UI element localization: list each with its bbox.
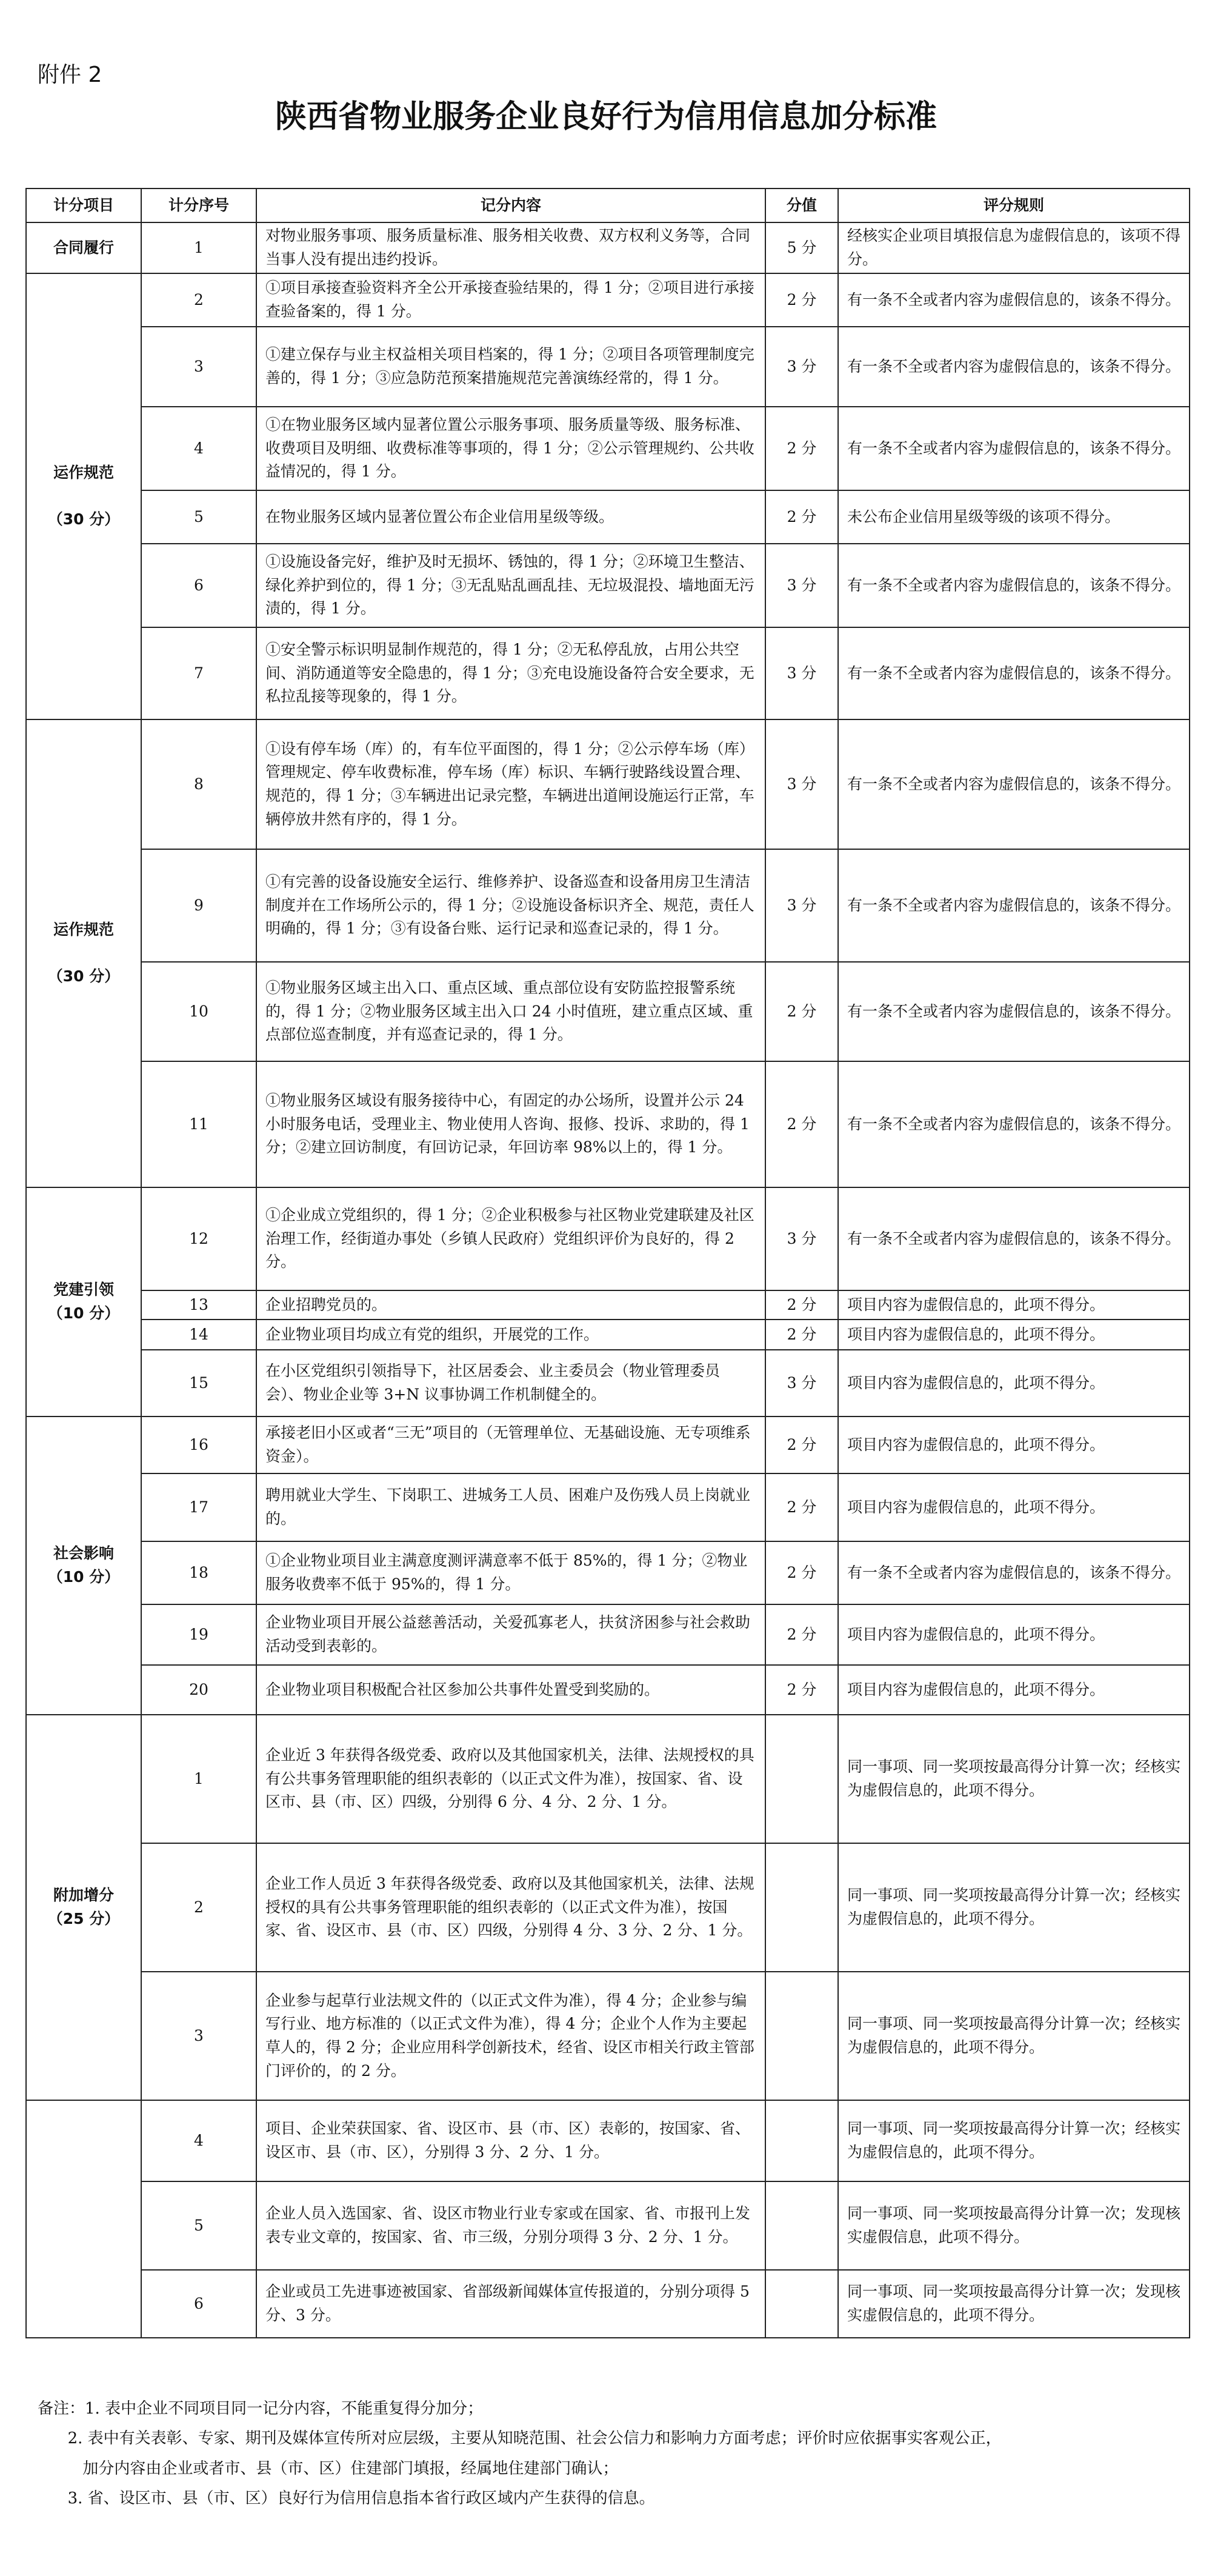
table-row <box>26 962 1190 1061</box>
rule-cell: 有一条不全或者内容为虚假信息的，该条不得分。 <box>838 849 1190 962</box>
table-row <box>26 327 1190 407</box>
category-cell: 社会影响 （10 分） <box>26 1416 141 1715</box>
content-cell: ①设施设备完好，维护及时无损坏、锈蚀的，得 1 分；②环境卫生整洁、绿化养护到位的，得 1 分；③无乱贴乱画乱挂、无垃圾混投、墙地面无污渍的，得 1 分。 <box>256 544 765 627</box>
table-row <box>26 490 1190 544</box>
note-line: 加分内容由企业或者市、县（市、区）住建部门填报，经属地住建部门确认； <box>38 2459 619 2478</box>
rule-cell: 有一条不全或者内容为虚假信息的，该条不得分。 <box>838 327 1190 407</box>
sequence-cell: 6 <box>141 544 256 627</box>
category-cell: 运作规范 （30 分） <box>26 273 141 719</box>
sequence-cell: 12 <box>141 1187 256 1290</box>
table-row <box>26 2270 1190 2338</box>
table-row <box>26 222 1190 273</box>
note-line: 3. 省、设区市、县（市、区）良好行为信用信息指本省行政区域内产生获得的信息。 <box>38 2489 655 2508</box>
content-cell: ①有完善的设备设施安全运行、维修养护、设备巡查和设备用房卫生清洁制度并在工作场所公示的，得 1 分；②设施设备标识齐全、规范，责任人明确的，得 1 分；③有设备台账、运行记录和巡查记录的，得 1 分。 <box>256 849 765 962</box>
category-cell <box>26 2100 141 2338</box>
table-row <box>26 719 1190 849</box>
score-cell: 2 分 <box>765 962 838 1061</box>
rule-cell: 同一事项、同一奖项按最高得分计算一次；经核实为虚假信息的，此项不得分。 <box>838 1715 1190 1843</box>
content-cell: ①在物业服务区域内显著位置公示服务事项、服务质量等级、服务标准、收费项目及明细、收费标准等事项的，得 1 分；②公示管理规约、公共收益情况的，得 1 分。 <box>256 407 765 490</box>
content-cell: ①物业服务区域主出入口、重点区域、重点部位设有安防监控报警系统的，得 1 分；②物业服务区域主出入口 24 小时值班，建立重点区域、重点部位巡查制度，并有巡查记录的，得 1 分。 <box>256 962 765 1061</box>
content-cell: ①物业服务区域设有服务接待中心，有固定的办公场所，设置并公示 24 小时服务电话，受理业主、物业使用人咨询、报修、投诉、求助的，得 1 分；②建立回访制度，有回访记录，年回访率 98%以上的，得 1 分。 <box>256 1061 765 1187</box>
sequence-cell: 1 <box>141 222 256 273</box>
rule-cell: 经核实企业项目填报信息为虚假信息的，该项不得分。 <box>838 222 1190 273</box>
sequence-cell: 11 <box>141 1061 256 1187</box>
table-row <box>26 1187 1190 1290</box>
content-cell: ①项目承接查验资料齐全公开承接查验结果的，得 1 分；②项目进行承接查验备案的，得 1 分。 <box>256 273 765 327</box>
sequence-cell: 2 <box>141 273 256 327</box>
table-row <box>26 1843 1190 1972</box>
score-cell: 3 分 <box>765 1350 838 1416</box>
table-row <box>26 2100 1190 2181</box>
table-row <box>26 1350 1190 1416</box>
rule-cell: 同一事项、同一奖项按最高得分计算一次；发现核实虚假信息，此项不得分。 <box>838 2181 1190 2270</box>
sequence-cell: 10 <box>141 962 256 1061</box>
score-cell: 2 分 <box>765 1061 838 1187</box>
attachment-label: 附件 2 <box>38 62 102 87</box>
content-cell: 在小区党组织引领指导下，社区居委会、业主委员会（物业管理委员会）、物业企业等 3+N 议事协调工作机制健全的。 <box>256 1350 765 1416</box>
table-row <box>26 1320 1190 1350</box>
category-cell: 附加增分 （25 分） <box>26 1715 141 2100</box>
table-row <box>26 1604 1190 1665</box>
sequence-cell: 7 <box>141 627 256 719</box>
rule-cell: 有一条不全或者内容为虚假信息的，该条不得分。 <box>838 273 1190 327</box>
sequence-cell: 6 <box>141 2270 256 2338</box>
content-cell: 企业工作人员近 3 年获得各级党委、政府以及其他国家机关，法律、法规授权的具有公共事务管理职能的组织表彰的（以正式文件为准），按国家、省、设区市、县（市、区）四级，分别得 4 分、3 分、2 分、1 分。 <box>256 1843 765 1972</box>
score-cell: 5 分 <box>765 222 838 273</box>
rule-cell: 项目内容为虚假信息的，此项不得分。 <box>838 1473 1190 1541</box>
score-cell: 2 分 <box>765 490 838 544</box>
rule-cell: 项目内容为虚假信息的，此项不得分。 <box>838 1604 1190 1665</box>
content-cell: 企业近 3 年获得各级党委、政府以及其他国家机关，法律、法规授权的具有公共事务管理职能的组织表彰的（以正式文件为准），按国家、省、设区市、县（市、区）四级，分别得 6 分、4 分、2 分、1 分。 <box>256 1715 765 1843</box>
table-row <box>26 1290 1190 1320</box>
table-row <box>26 849 1190 962</box>
rule-cell: 同一事项、同一奖项按最高得分计算一次；发现核实虚假信息的，此项不得分。 <box>838 2270 1190 2338</box>
rule-cell: 项目内容为虚假信息的，此项不得分。 <box>838 1416 1190 1473</box>
content-cell: 聘用就业大学生、下岗职工、进城务工人员、困难户及伤残人员上岗就业的。 <box>256 1473 765 1541</box>
score-cell: 2 分 <box>765 1320 838 1350</box>
sequence-cell: 3 <box>141 327 256 407</box>
rule-cell: 有一条不全或者内容为虚假信息的，该条不得分。 <box>838 544 1190 627</box>
table-row <box>26 1473 1190 1541</box>
score-cell: 3 分 <box>765 627 838 719</box>
table-row <box>26 273 1190 327</box>
score-cell <box>765 2181 838 2270</box>
sequence-cell: 5 <box>141 490 256 544</box>
rule-cell: 项目内容为虚假信息的，此项不得分。 <box>838 1350 1190 1416</box>
notes-section <box>38 2394 1177 2514</box>
content-cell: ①设有停车场（库）的，有车位平面图的，得 1 分；②公示停车场（库）管理规定、停车收费标准，停车场（库）标识、车辆行驶路线设置合理、规范的，得 1 分；③车辆进出记录完整，车辆进出道闸设施运行正常，车辆停放井然有序的，得 1 分。 <box>256 719 765 849</box>
rule-cell: 同一事项、同一奖项按最高得分计算一次；经核实为虚假信息的，此项不得分。 <box>838 1843 1190 1972</box>
header-content: 记分内容 <box>256 189 765 222</box>
sequence-cell: 14 <box>141 1320 256 1350</box>
header-rule: 评分规则 <box>838 189 1190 222</box>
sequence-cell: 4 <box>141 407 256 490</box>
score-cell: 2 分 <box>765 1290 838 1320</box>
score-cell: 3 分 <box>765 544 838 627</box>
sequence-cell: 9 <box>141 849 256 962</box>
content-cell: ①建立保存与业主权益相关项目档案的，得 1 分；②项目各项管理制度完善的，得 1 分；③应急防范预案措施规范完善演练经常的，得 1 分。 <box>256 327 765 407</box>
table-row <box>26 1665 1190 1715</box>
content-cell: 对物业服务事项、服务质量标准、服务相关收费、双方权利义务等，合同当事人没有提出违约投诉。 <box>256 222 765 273</box>
sequence-cell: 20 <box>141 1665 256 1715</box>
sequence-cell: 17 <box>141 1473 256 1541</box>
category-cell: 运作规范 （30 分） <box>26 719 141 1187</box>
sequence-cell: 18 <box>141 1541 256 1604</box>
rule-cell: 未公布企业信用星级等级的该项不得分。 <box>838 490 1190 544</box>
table-row <box>26 2181 1190 2270</box>
rule-cell: 同一事项、同一奖项按最高得分计算一次；经核实为虚假信息的，此项不得分。 <box>838 1972 1190 2100</box>
score-cell <box>765 2270 838 2338</box>
content-cell: 企业招聘党员的。 <box>256 1290 765 1320</box>
table-row <box>26 1061 1190 1187</box>
table-row <box>26 1715 1190 1843</box>
score-cell: 3 分 <box>765 327 838 407</box>
rule-cell: 有一条不全或者内容为虚假信息的，该条不得分。 <box>838 627 1190 719</box>
score-cell <box>765 1843 838 1972</box>
score-cell <box>765 1715 838 1843</box>
table-row <box>26 407 1190 490</box>
score-cell: 3 分 <box>765 719 838 849</box>
content-cell: ①企业物业项目业主满意度测评满意率不低于 85%的，得 1 分；②物业服务收费率不低于 95%的，得 1 分。 <box>256 1541 765 1604</box>
score-cell: 3 分 <box>765 1187 838 1290</box>
sequence-cell: 8 <box>141 719 256 849</box>
category-cell: 党建引领 （10 分） <box>26 1187 141 1416</box>
score-cell <box>765 1972 838 2100</box>
sequence-cell: 13 <box>141 1290 256 1320</box>
header-sequence: 计分序号 <box>141 189 256 222</box>
note-line: 2. 表中有关表彰、专家、期刊及媒体宣传所对应层级，主要从知晓范围、社会公信力和影响力方面考虑；评价时应依据事实客观公正， <box>38 2429 1002 2448</box>
rule-cell: 有一条不全或者内容为虚假信息的，该条不得分。 <box>838 719 1190 849</box>
table-row <box>26 1972 1190 2100</box>
table-row <box>26 1541 1190 1604</box>
rule-cell: 项目内容为虚假信息的，此项不得分。 <box>838 1320 1190 1350</box>
header-score: 分值 <box>765 189 838 222</box>
content-cell: 项目、企业荣获国家、省、设区市、县（市、区）表彰的，按国家、省、设区市、县（市、区），分别得 3 分、2 分、1 分。 <box>256 2100 765 2181</box>
sequence-cell: 4 <box>141 2100 256 2181</box>
document-title: 陕西省物业服务企业良好行为信用信息加分标准 <box>275 99 937 135</box>
content-cell: 企业物业项目开展公益慈善活动，关爱孤寡老人，扶贫济困参与社会救助活动受到表彰的。 <box>256 1604 765 1665</box>
content-cell: 企业或员工先进事迹被国家、省部级新闻媒体宣传报道的，分别分项得 5 分、3 分。 <box>256 2270 765 2338</box>
content-cell: 企业人员入选国家、省、设区市物业行业专家或在国家、省、市报刊上发表专业文章的，按国家、省、市三级，分别分项得 3 分、2 分、1 分。 <box>256 2181 765 2270</box>
rule-cell: 同一事项、同一奖项按最高得分计算一次；经核实为虚假信息的，此项不得分。 <box>838 2100 1190 2181</box>
rule-cell: 有一条不全或者内容为虚假信息的，该条不得分。 <box>838 1187 1190 1290</box>
rule-cell: 有一条不全或者内容为虚假信息的，该条不得分。 <box>838 962 1190 1061</box>
table-body <box>26 222 1190 2338</box>
table-row <box>26 627 1190 719</box>
score-cell: 2 分 <box>765 1604 838 1665</box>
sequence-cell: 5 <box>141 2181 256 2270</box>
score-cell: 2 分 <box>765 1473 838 1541</box>
rule-cell: 有一条不全或者内容为虚假信息的，该条不得分。 <box>838 1541 1190 1604</box>
rule-cell: 有一条不全或者内容为虚假信息的，该条不得分。 <box>838 407 1190 490</box>
content-cell: 企业物业项目积极配合社区参加公共事件处置受到奖励的。 <box>256 1665 765 1715</box>
content-cell: 企业物业项目均成立有党的组织，开展党的工作。 <box>256 1320 765 1350</box>
header-category: 计分项目 <box>26 189 141 222</box>
sequence-cell: 19 <box>141 1604 256 1665</box>
note-line: 备注：1. 表中企业不同项目同一记分内容，不能重复得分加分； <box>38 2400 484 2418</box>
sequence-cell: 16 <box>141 1416 256 1473</box>
content-cell: 承接老旧小区或者“三无”项目的（无管理单位、无基础设施、无专项维系资金）。 <box>256 1416 765 1473</box>
sequence-cell: 15 <box>141 1350 256 1416</box>
content-cell: ①企业成立党组织的，得 1 分；②企业积极参与社区物业党建联建及社区治理工作，经街道办事处（乡镇人民政府）党组织评价为良好的，得 2 分。 <box>256 1187 765 1290</box>
table-row <box>26 1416 1190 1473</box>
scoring-table <box>25 188 1190 2338</box>
category-cell: 合同履行 <box>26 222 141 273</box>
score-cell: 2 分 <box>765 1416 838 1473</box>
content-cell: 企业参与起草行业法规文件的（以正式文件为准），得 4 分；企业参与编写行业、地方标准的（以正式文件为准），得 4 分；企业个人作为主要起草人的，得 2 分；企业应用科学创新技术，经省、设区市相关行政主管部门评价的，的 2 分。 <box>256 1972 765 2100</box>
sequence-cell: 1 <box>141 1715 256 1843</box>
sequence-cell: 3 <box>141 1972 256 2100</box>
score-cell: 2 分 <box>765 273 838 327</box>
rule-cell: 有一条不全或者内容为虚假信息的，该条不得分。 <box>838 1061 1190 1187</box>
score-cell: 2 分 <box>765 1541 838 1604</box>
content-cell: ①安全警示标识明显制作规范的，得 1 分；②无私停乱放，占用公共空间、消防通道等安全隐患的，得 1 分；③充电设施设备符合安全要求，无私拉乱接等现象的，得 1 分。 <box>256 627 765 719</box>
content-cell: 在物业服务区域内显著位置公布企业信用星级等级。 <box>256 490 765 544</box>
table-header-row <box>26 189 1190 222</box>
rule-cell: 项目内容为虚假信息的，此项不得分。 <box>838 1290 1190 1320</box>
sequence-cell: 2 <box>141 1843 256 1972</box>
score-cell: 2 分 <box>765 1665 838 1715</box>
rule-cell: 项目内容为虚假信息的，此项不得分。 <box>838 1665 1190 1715</box>
score-cell <box>765 2100 838 2181</box>
table-row <box>26 544 1190 627</box>
score-cell: 2 分 <box>765 407 838 490</box>
score-cell: 3 分 <box>765 849 838 962</box>
